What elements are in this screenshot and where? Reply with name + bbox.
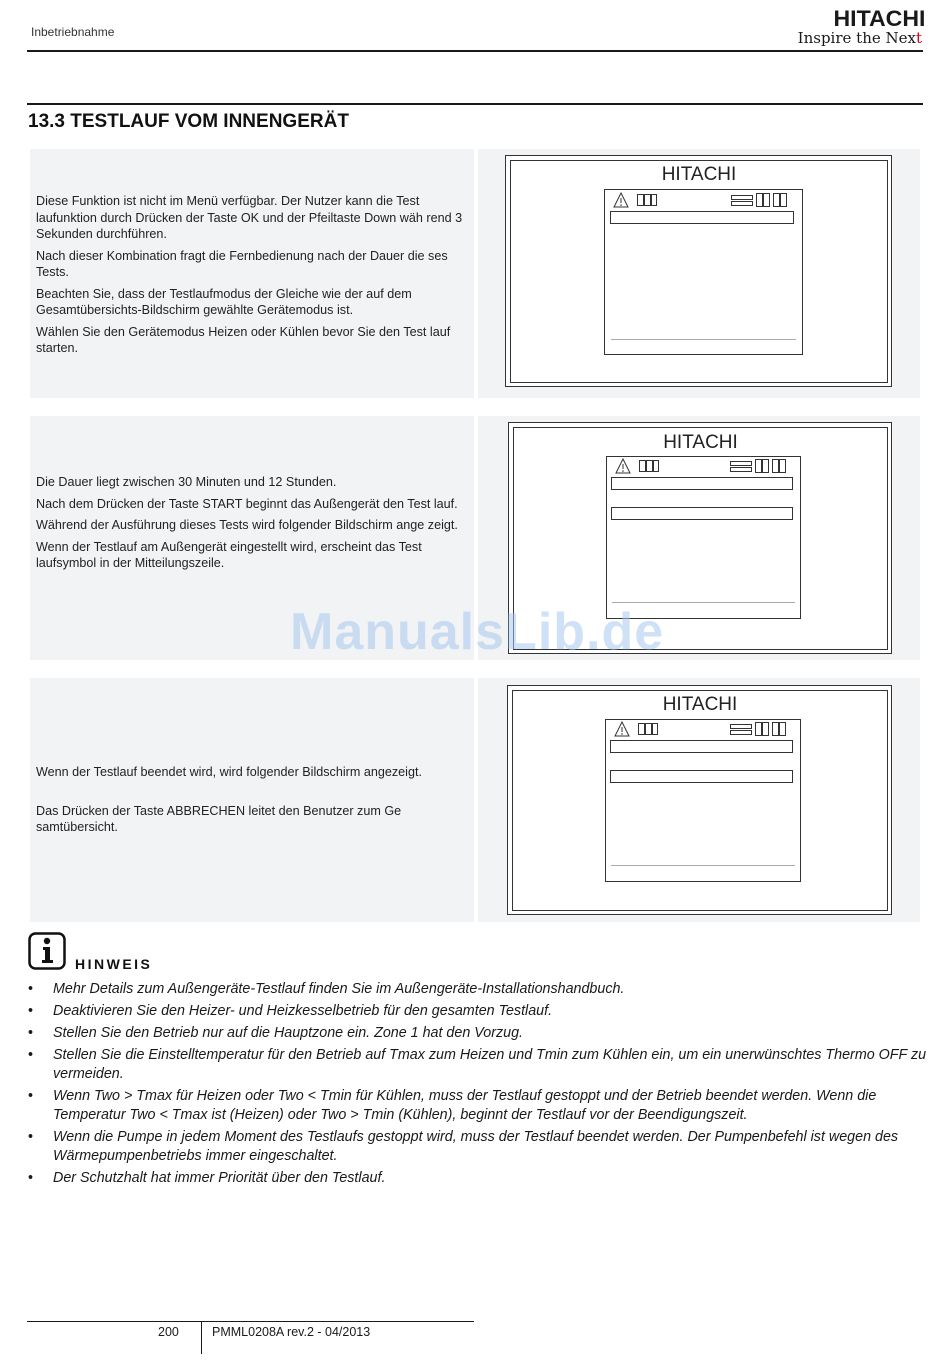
segment-display-icon bbox=[639, 460, 659, 472]
bullet-icon: • bbox=[28, 1170, 34, 1186]
list-item bbox=[28, 980, 928, 999]
device-frame bbox=[510, 160, 888, 383]
list-item bbox=[28, 1024, 928, 1043]
panel-1-paragraph: Wählen Sie den Gerätemodus Heizen oder Kühlen bevor Sie den Test lauf starten. bbox=[36, 324, 451, 355]
screen-divider bbox=[611, 865, 795, 866]
document-reference: PMML0208A rev.2 - 04/2013 bbox=[212, 1325, 371, 1339]
device-brand-title: HITACHI bbox=[663, 432, 738, 453]
panel-2-paragraph: Die Dauer liegt zwischen 30 Minuten und 12 Stunden. bbox=[36, 475, 337, 489]
segment-display-icon bbox=[638, 723, 658, 735]
panel-1-text bbox=[36, 193, 464, 362]
warning-icon bbox=[613, 192, 629, 208]
warning-icon bbox=[614, 721, 630, 737]
header-section-label: Inbetriebnahme bbox=[31, 25, 115, 39]
footer-rule bbox=[27, 1321, 474, 1322]
list-item bbox=[28, 1002, 928, 1021]
device-screen bbox=[606, 456, 801, 619]
page-number: 200 bbox=[158, 1325, 179, 1339]
footer-separator bbox=[201, 1322, 202, 1354]
logo-accent-letter: t bbox=[915, 29, 922, 47]
note-text: Der Schutzhalt hat immer Priorität über den Testlauf. bbox=[53, 1170, 386, 1186]
panel-3-text-area bbox=[30, 678, 474, 922]
logo-brand: HITACHI bbox=[833, 6, 926, 31]
list-item bbox=[28, 1128, 928, 1166]
device-screen bbox=[605, 719, 801, 882]
list-item bbox=[28, 1046, 928, 1084]
segment-display-icon bbox=[637, 194, 657, 206]
panel-2-paragraph: Wenn der Testlauf am Außengerät eingestellt wird, erscheint das Test laufsymbol in der Mitteilungszeile. bbox=[36, 539, 422, 570]
panel-1-paragraph: Nach dieser Kombination fragt die Fernbedienung nach der Dauer die ses Tests. bbox=[36, 248, 448, 279]
panel-2-paragraph: Während der Ausführung dieses Tests wird folgender Bildschirm ange zeigt. bbox=[36, 518, 458, 532]
device-frame bbox=[512, 690, 888, 911]
hitachi-logo bbox=[797, 6, 926, 47]
screen-message-bar bbox=[610, 740, 793, 753]
bullet-icon: • bbox=[28, 1003, 34, 1019]
section-title: 13.3 TESTLAUF VOM INNENGERÄT bbox=[28, 111, 349, 132]
logo-tagline: Inspire the Next bbox=[797, 29, 922, 47]
panel-1-text-area bbox=[30, 149, 474, 398]
list-item bbox=[28, 1087, 928, 1125]
panel-3-figure-area bbox=[478, 678, 920, 922]
panel-1-paragraph: Diese Funktion ist nicht im Menü verfügbar. Der Nutzer kann die Test laufunktion durch Drücken der Taste OK und der Pfeiltaste Down wäh rend 3 Sekunden durchführen. bbox=[36, 194, 463, 241]
panel-2-paragraph: Nach dem Drücken der Taste START beginnt das Außengerät den Test lauf. bbox=[36, 496, 458, 511]
panel-1-paragraph: Beachten Sie, dass der Testlaufmodus der Gleiche wie der auf dem Gesamtübersichts-Bildschirm gewählte Gerätemodus ist. bbox=[36, 286, 412, 317]
device-brand-title: HITACHI bbox=[662, 694, 738, 715]
note-text: Mehr Details zum Außengeräte-Testlauf finden Sie im Außengeräte-Installationshandbuch. bbox=[53, 981, 625, 997]
watermark: ManualsLib.de bbox=[290, 603, 665, 661]
screen-status-bar bbox=[611, 507, 793, 520]
note-text: Stellen Sie den Betrieb nur auf die Hauptzone ein. Zone 1 hat den Vorzug. bbox=[53, 1025, 523, 1041]
section-rule bbox=[27, 103, 923, 105]
screen-divider bbox=[611, 339, 796, 340]
panel-3-text bbox=[36, 764, 464, 841]
panel-1-figure-area bbox=[478, 149, 920, 398]
remote-control-device bbox=[507, 685, 892, 915]
bullet-icon: • bbox=[28, 1088, 34, 1104]
screen-status-bar bbox=[610, 770, 793, 783]
clock-display-icon bbox=[731, 193, 797, 207]
note-text: Deaktivieren Sie den Heizer- und Heizkesselbetrieb für den gesamten Testlauf. bbox=[53, 1003, 553, 1019]
note-text: Stellen Sie die Einstelltemperatur für den Betrieb auf Tmax zum Heizen und Tmin zum Kühlen ein, um ein unerwünschtes Thermo OFF zu vermeiden. bbox=[53, 1047, 927, 1082]
clock-display-icon bbox=[730, 459, 796, 473]
list-item bbox=[28, 1169, 928, 1188]
bullet-icon: • bbox=[28, 1047, 34, 1063]
warning-icon bbox=[615, 458, 631, 474]
screen-message-bar bbox=[611, 477, 793, 490]
device-brand-title: HITACHI bbox=[661, 164, 737, 185]
header-rule bbox=[27, 50, 923, 52]
device-screen bbox=[604, 189, 803, 355]
note-text: Wenn Two > Tmax für Heizen oder Two < Tmin für Kühlen, muss der Testlauf gestoppt und der Betrieb beendet werden. Wenn die Temperatur Two < Tmax ist (Heizen) oder Two > Tmin (Kühlen), beginnt der Testlauf vor der Beendigungszeit. bbox=[53, 1088, 877, 1123]
info-note-icon bbox=[28, 932, 66, 970]
bullet-icon: • bbox=[28, 981, 34, 997]
clock-display-icon bbox=[730, 722, 796, 736]
bullet-icon: • bbox=[28, 1129, 34, 1145]
panel-3-paragraph: Wenn der Testlauf beendet wird, wird folgender Bildschirm angezeigt. bbox=[36, 765, 422, 779]
bullet-icon: • bbox=[28, 1025, 34, 1041]
screen-message-bar bbox=[610, 211, 794, 224]
panel-3-paragraph: Das Drücken der Taste ABBRECHEN leitet den Benutzer zum Ge samtübersicht. bbox=[36, 803, 402, 834]
hinweis-title: HINWEIS bbox=[75, 956, 153, 972]
hinweis-list bbox=[28, 980, 928, 1191]
remote-control-device bbox=[505, 155, 892, 387]
panel-2-text bbox=[36, 474, 464, 577]
note-text: Wenn die Pumpe in jedem Moment des Testlaufs gestoppt wird, muss der Testlauf beendet werden. Der Pumpenbefehl ist wegen des Wärmepumpenbetriebs immer eingeschaltet. bbox=[53, 1129, 899, 1164]
